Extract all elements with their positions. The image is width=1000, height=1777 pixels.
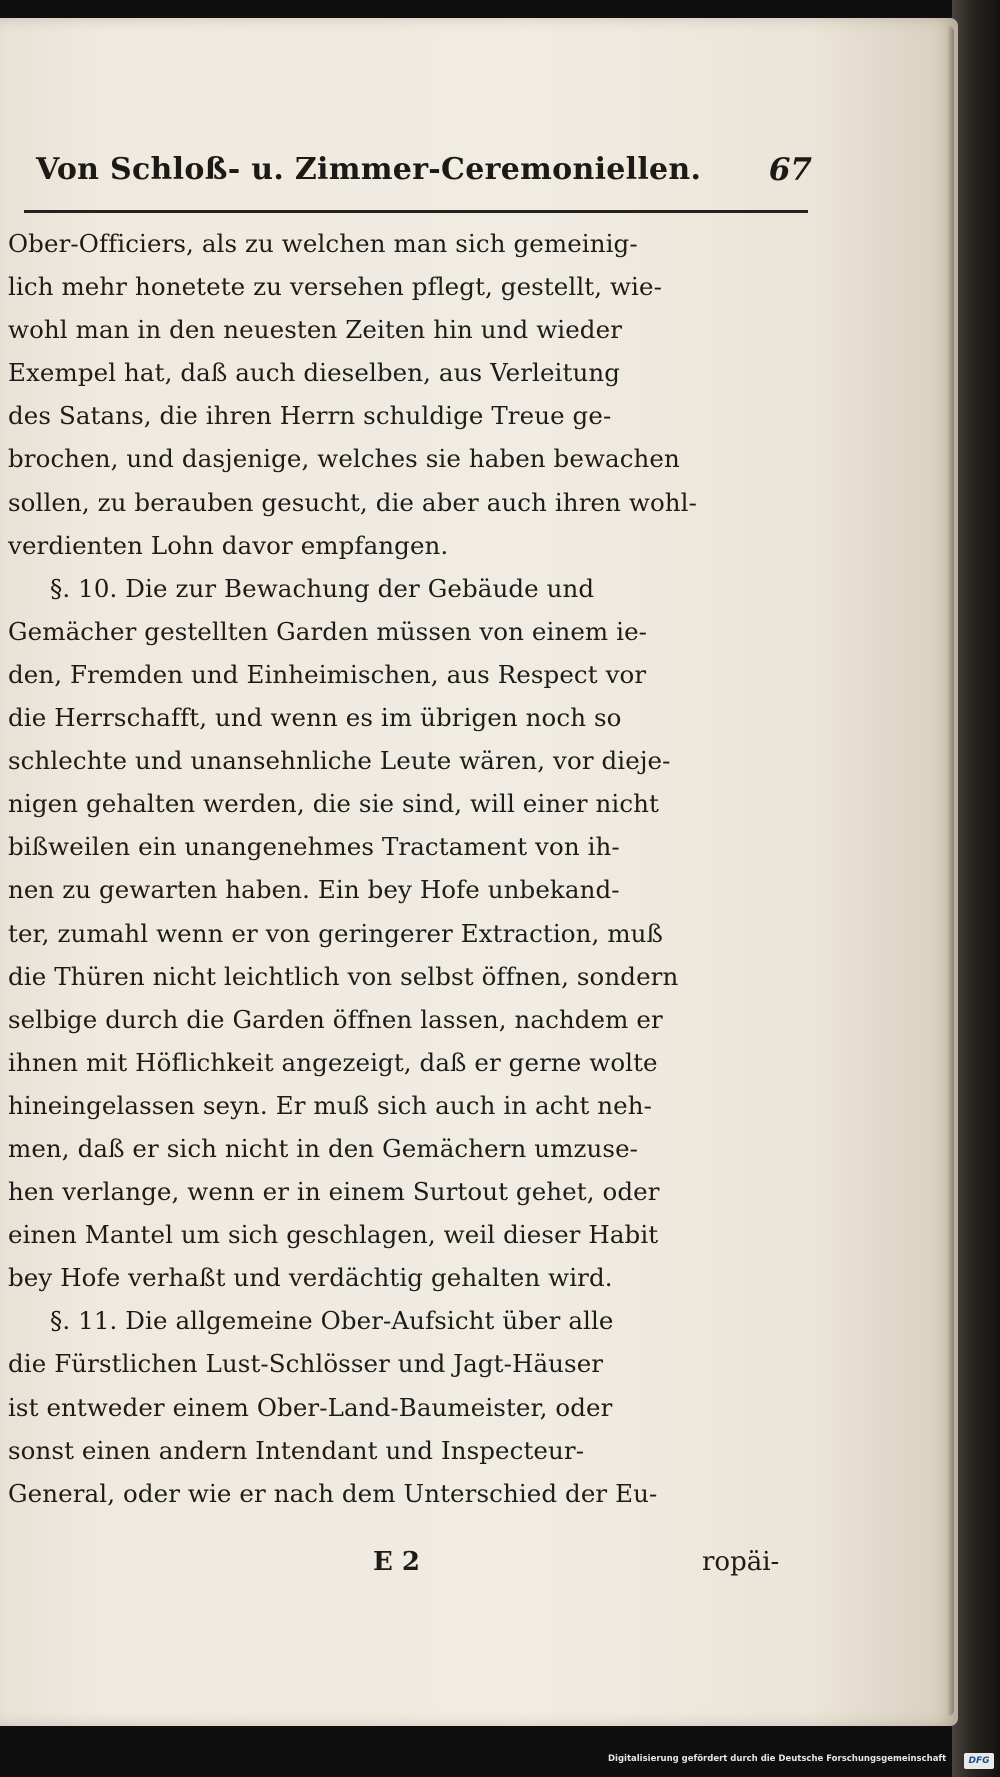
text-line: den, Fremden und Einheimischen, aus Respect vor [8,659,647,689]
text-line: bey Hofe verhaßt und verdächtig gehalten wird. [8,1263,613,1293]
text-line: wohl man in den neuesten Zeiten hin und wieder [8,315,623,345]
text-line: selbige durch die Garden öffnen lassen, nachdem er [8,1004,663,1034]
page-number: 67 [768,152,812,188]
text-line: sonst einen andern Intendant und Inspecteur- [8,1435,585,1465]
text-line: ter, zumahl wenn er von geringerer Extraction, muß [8,918,663,948]
text-line: hen verlange, wenn er in einem Surtout gehet, oder [8,1177,660,1207]
text-line: Exempel hat, daß auch dieselben, aus Verleitung [8,358,620,388]
running-head-title: Von Schloß- u. Zimmer-Ceremoniellen. [36,152,702,187]
text-line: nen zu gewarten haben. Ein bey Hofe unbekand- [8,875,620,905]
text-line: einen Mantel um sich geschlagen, weil dieser Habit [8,1220,659,1250]
paragraph-10-start: §. 10. Die zur Bewachung der Gebäude und [50,573,595,603]
text-line: bißweilen ein unangenehmes Tractament von ih- [8,832,620,862]
book-spine-edge [952,0,1000,1777]
dfg-logo-icon: DFG [964,1753,994,1769]
digitization-credit: Digitalisierung gefördert durch die Deutsche Forschungsgemeinschaft [608,1754,947,1764]
text-line: ihnen mit Höflichkeit angezeigt, daß er gerne wolte [8,1047,658,1077]
body-text [8,222,808,1515]
text-line: die Herrschafft, und wenn es im übrigen noch so [8,703,622,733]
text-line: die Fürstlichen Lust-Schlösser und Jagt-Häuser [8,1349,604,1379]
text-line: sollen, zu berauben gesucht, die aber auch ihren wohl- [8,487,697,517]
text-line: schlechte und unansehnliche Leute wären, vor dieje- [8,746,671,776]
paragraph-11-start: §. 11. Die allgemeine Ober-Aufsicht über alle [50,1306,614,1336]
text-line: des Satans, die ihren Herrn schuldige Treue ge- [8,401,612,431]
text-line: die Thüren nicht leichtlich von selbst öffnen, sondern [8,961,679,991]
text-line: men, daß er sich nicht in den Gemächern umzuse- [8,1133,639,1163]
text-line: Gemächer gestellten Garden müssen von einem ie- [8,616,648,646]
text-line: lich mehr honetete zu versehen pflegt, gestellt, wie- [8,272,662,302]
catchword: ropäi- [702,1547,780,1577]
text-line: Ober-Officiers, als zu welchen man sich gemeinig- [8,229,638,258]
text-line: brochen, und dasjenige, welches sie haben bewachen [8,444,680,474]
text-line: hineingelassen seyn. Er muß sich auch in acht neh- [8,1090,653,1120]
header-rule [24,210,808,213]
page-thickness-edge [948,26,954,1716]
text-line: nigen gehalten werden, die sie sind, will einer nicht [8,789,659,819]
page-footer [8,1547,808,1591]
running-head [36,152,812,200]
text-line: ist entweder einem Ober-Land-Baumeister, oder [8,1392,613,1422]
text-line: General, oder wie er nach dem Unterschied der Eu- [8,1478,658,1508]
signature-mark: E 2 [373,1547,420,1577]
text-line: verdienten Lohn davor empfangen. [8,530,449,560]
